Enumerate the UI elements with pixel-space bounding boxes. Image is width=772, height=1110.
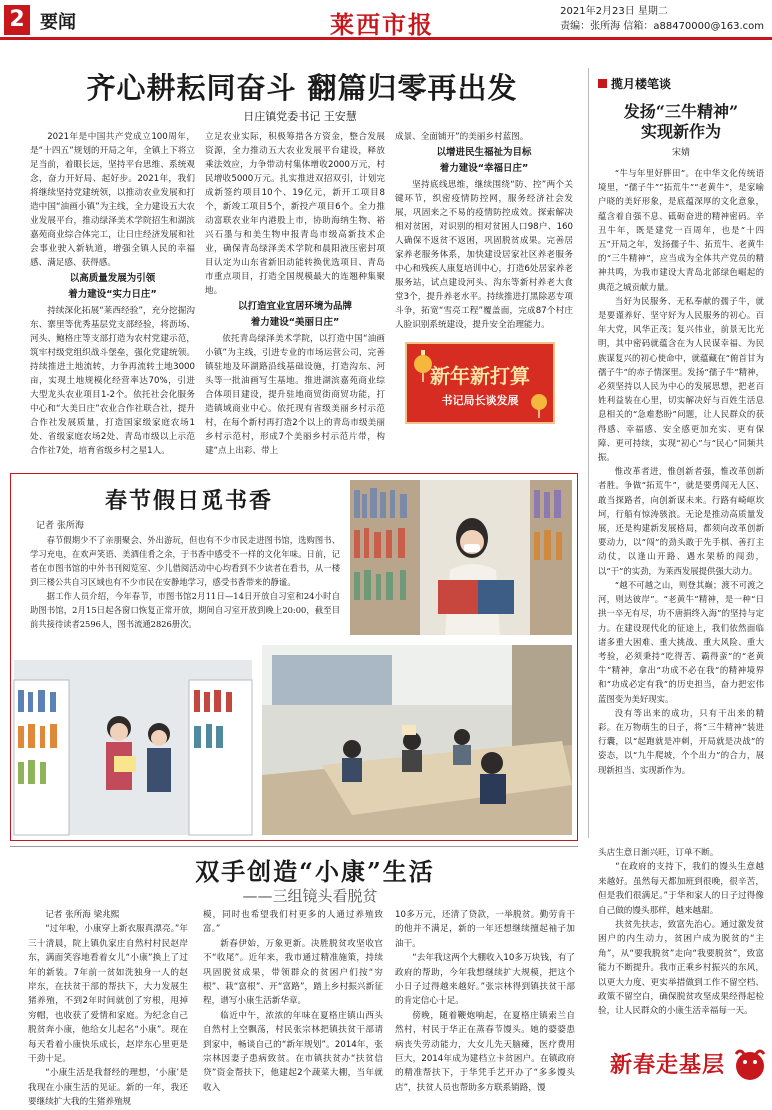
lead-subhead: 着力建设“幸福日庄” bbox=[439, 163, 529, 174]
square-icon bbox=[598, 79, 607, 88]
library-byline: 记者 张所海 bbox=[36, 521, 84, 531]
lead-paragraph: 立足农业实际，积极筹措各方资金，整合发展资源，全力推动五大农业发展平台建设，释放乘法效应，力争带动村集体增收2000万元，村民增收5000万元。扎实推进双招双引，计划完成新签约项目10个、19亿元，新开工项目8个，新竣工项目5个，新投产项目6个。全力推动富联农业年内港股上市，协助海纳生物、裕兴石墨与和美生物申报青岛市级高新技术企业，确保青岛绿泽美术学院和晨阳液压密封项目认定为山东省新旧动能转换优选项目、青岛市重点项目，打造全国规模最大的连翘种集聚地。 bbox=[205, 132, 385, 296]
section-name: 要闻 bbox=[40, 12, 76, 33]
lead-column-2 bbox=[205, 130, 385, 463]
lead-paragraph: 2021年是中国共产党成立100周年，是“十四五”规划的开局之年，全镇上下将立足当前，着眼长远，坚持平台思维、系统观念，奋力开好局、起好步。2021年，我们将继续坚持党建统领，以推动农业发展和打造中国“油画小镇”为主线，全力建设五大农业发展平台，推动绿泽美术学院招生和湖滨嘉苑商业综合体完工，让日庄经济发展和社会事业驶入新轨道，增强全镇人民的幸福感、满足感、获得感。 bbox=[30, 132, 195, 268]
commentary-paragraph: 当好为民服务、无私奉献的孺子牛，就是要谨养好、坚守好为人民服务的初心。百年大党，风华正茂；复兴伟业，前景无比光明，其中密码就蕴含在为人民谋幸福、为民族谋复兴的初心使命中，就蕴藏在“俯首甘为孺子牛”的赤子情深里。发扬“孺子牛”精神，必须坚持以人民为中心的发展思想，把老百姓利益装在心里，切实解决好与百姓生活息息相关的“急难愁盼”问题，让人民群众的获得感、幸福感、安全感更加充实、更有保障、更可持续，实现“初心”与“民心”同频共振。 bbox=[598, 295, 764, 463]
dateline bbox=[560, 4, 764, 34]
commentary-paragraph: “越不可越之山，则登其巅；渡不可渡之河，则达彼岸”。“老黄牛”精神，是一种“日拱一卒无有尽，功不唐捐终入海”的坚持与定力。在建设现代化的征途上，我们依然面临诸多重大困难、重大挑战、重大风险、重大考验，必须秉持“吃得苦、霸得蛮”的“老黄牛”精神，拿出“功成不必在我”的精神境界和“功成必定有我”的历史担当，奋力把宏伟蓝图变为美好现实。 bbox=[598, 579, 764, 704]
section-divider bbox=[10, 846, 578, 847]
lead-byline: 日庄镇党委书记 王安慧 bbox=[243, 110, 357, 123]
bottom-headline: 双手创造“小康”生活 bbox=[195, 857, 435, 886]
bottom-paragraph: 临近中午，浓浓的年味在夏格庄镇山西头自然村上空飘荡，村民张宗林把镇扶贫干部请到家中，畅谈自己的“新年规划”。2014年，张宗林因妻子患病致贫。在市镇扶贫办“扶贫信贷”资金帮扶下，他建起2个蔬菜大棚，当年就收入 bbox=[203, 1010, 383, 1093]
lead-column-1 bbox=[30, 130, 195, 463]
bottom-paragraph: “在政府的支持下，我们的馒头生意越来越好。虽然每天都加班到很晚，很辛苦，但是我们很满足。”于华和家人的日子过得像自己做的馒头那样，越来越甜。 bbox=[598, 862, 764, 916]
lead-paragraph: 坚持底线思维，继续围绕“防、控”两个关键环节，织密疫情防控网，服务经济社会发展，巩固来之不易的疫情防控成效。探索解决相对贫困，对识别的相对贫困人口98户、160人确保不返贫不返困，巩固脱贫成果。完善居家养老服务体系，加快建设居家社区养老服务中心和残疾人康复培训中心，打造6处居家养老服务站，试点建设河头、沟东等新村养老大食堂3个，提升养老水平。持续推进打黑除恶专项斗争，拓宽“雪亮工程”覆盖面，完成87个村庄人脸识别系统建设，提升安全治理能力。 bbox=[395, 180, 573, 330]
library-photo-study-room bbox=[262, 645, 572, 835]
bottom-paragraph: “去年我这两个大棚收入10多万块钱，有了政府的帮助，今年我想继续扩大规模，把这个小日子过得越来越好。”张宗林得到镇扶贫干部的肯定信心十足。 bbox=[395, 953, 575, 1007]
children-reading-illustration bbox=[14, 660, 252, 835]
lead-subhead: 以增进民生福祉为目标 bbox=[436, 147, 532, 158]
lead-paragraph: 持续深化拓展“莱西经验”，充分挖掘沟东、寨里等优秀基层党支部经验，将沥场、河头、鲍格庄等支部打造为农村党建示范，筑牢村级党组织战斗堡垒，强化党建统领。持续推进土地流转，力争再流转土地3000亩，实现土地规模化经营率达70%，引进大型龙头农业项目1-2个。依托社会化服务中心和“大美日庄”农业合作社联合社，提升合作社发展质量，打造国家级家庭农场1处、省级家庭农场2处、青岛市级以上示范合作社7处，培育省级乡村之星1人。 bbox=[30, 306, 195, 456]
lead-subhead: 以高质量发展为引领 bbox=[69, 273, 156, 284]
issue-date: 2021年2月23日 星期二 bbox=[560, 6, 668, 17]
page-number: 2 bbox=[4, 5, 30, 35]
commentary-paragraph: 惟改革者进，惟创新者强，惟改革创新者胜。争做“拓荒牛”，就是要勇闯无人区、敢当探路者，向创新谋未来。行路有崎岖坎坷，行船有惊涛骇浪。无论是推动高质量发展，还是构建新发展格局，都须向改革创新要动力，以“闯”的劲头敢于先手棋、善打主动仗，以逢山开路、遇水架桥的闯劲，以“干”的实劲，为莱西发展提供强大动力。 bbox=[598, 466, 764, 576]
bottom-subheadline: ——三组镜头看脱贫 bbox=[242, 887, 378, 905]
commentary-headline-line: 发扬“三牛精神” bbox=[623, 102, 739, 121]
study-room-illustration bbox=[262, 645, 572, 835]
bottom-column-2 bbox=[203, 908, 383, 1100]
lead-subhead: 以打造宜业宜居环境为品牌 bbox=[237, 301, 352, 312]
new-year-plan-badge bbox=[405, 342, 555, 424]
commentary-paragraph: 没有等出来的成功，只有干出来的精彩。在万物萌生的日子，将“三牛精神”装进行囊，以“起跑就是冲刺，开局就是决战”的姿态，以“九牛爬坡，个个出力”的合力，展现新担当、实现新作为。 bbox=[598, 707, 764, 775]
commentary-author: 宋婧 bbox=[671, 148, 690, 158]
library-body bbox=[30, 533, 340, 651]
bottom-column-4 bbox=[598, 846, 764, 1036]
bottom-paragraph: 模，同时也希望我们村更多的人通过养殖致富。” bbox=[203, 910, 383, 935]
new-year-plan-title: 新年新打算 bbox=[430, 364, 530, 388]
library-photo-children bbox=[14, 660, 252, 835]
bottom-paragraph: “小康生活是我督经的理想，‘小康’是我现在小康生活的见证。新的一年，我还要继续扩大我的生猪养殖规 bbox=[28, 1068, 188, 1108]
commentary-headline-line: 实现新作为 bbox=[640, 122, 721, 141]
bottom-paragraph: 10多万元，还清了贷款，一举脱贫。勤劳肯干的他并不满足，新的一年还想继续擅起袖子加油干。 bbox=[395, 910, 575, 949]
lead-subhead: 着力建设“美丽日庄” bbox=[250, 317, 340, 328]
bottom-column-1 bbox=[28, 908, 188, 1108]
library-paragraph: 春节假期少不了亲朋聚会、外出游玩，但也有不少市民走进图书馆，选购图书、学习充电，在欢声笑语、美酒佳肴之余，于书香中感受不一样的文化年味。日前，记者在市图书馆的中外书刊阅览室、少儿借阅活动中心均看到不少读者在看书，从一楼到三楼公共自习区域也有不少市民在安静地学习，感受书香带来的静谧。 bbox=[30, 535, 340, 587]
library-paragraph: 据工作人员介绍，今年春节，市图书馆2月11日—14日开放自习室和24小时自助图书馆，2月15日起各窗口恢复正常开放，期间自习室开放到晚上20:00，截至目前共接待读者2596人，图书流通2826册次。 bbox=[30, 591, 340, 629]
masthead bbox=[0, 0, 772, 40]
bottom-paragraph: 扶贫先扶志，致富先治心。通过激发贫困户的内生动力，贫困户成为脱贫的“主角”，从“要我脱贫”走向“我要脱贫”，致富能力不断提升。我市正乘乡村振兴的东风，以更大力度、更实举措做到工作不留空档、政策不留空白，确保脱贫攻坚成果经得起检验，让人民群众的小康生活幸福每一天。 bbox=[598, 920, 764, 1017]
lead-paragraph: 依托青岛绿泽美术学院，以打造中国“油画小镇”为主线，引进专业的市场运营公司，完善镇驻地及环湖路沿线基础设施，打造沟东、河头等一批油画写生基地。推进湖滨嘉苑商业综合体项目建设，提升驻地商贸街商贸功能，打造镇域商业中心。依托现有省级美丽乡村示范村，在每个新村再打造2个以上的青岛市级美丽乡村示范村，形成7个美丽乡村示范片带，构建“点上出彩、带上 bbox=[205, 334, 385, 456]
commentary-kicker-label: 揽月楼笔谈 bbox=[611, 77, 672, 91]
lead-headline: 齐心耕耘同奋斗 翻篇归零再出发 bbox=[86, 71, 518, 105]
column-badge-label: 新春走基层 bbox=[610, 1052, 726, 1078]
library-headline: 春节假日觅书香 bbox=[105, 488, 274, 514]
lead-column-3 bbox=[395, 130, 573, 342]
commentary-headline bbox=[596, 102, 766, 142]
commentary-paragraph: “牛与年里好胖田”。在中华文化传统语境里，“孺子牛”“拓荒牛”“老黄牛”，是家喻户晓的美好形象，是底蕴深厚的文化意象，蕴含着自强不息、砥砺奋进的精神密码。辛丑牛年，既是建党一百周年，也是“十四五”开局之年，发扬孺子牛、拓荒牛、老黄牛的“三牛精神”，应当成为全体共产党员的精神共鸣，为我市建设大青岛北部绿色崛起的典范之城贡献力量。 bbox=[598, 168, 764, 292]
bottom-paragraph: 傍晚，随着鞭炮响起，在夏格庄镇索兰自然村，村民于华正在蒸春节馒头。她的婆婆患病丧失劳动能力，大女儿先天脑瘫，医疗费用巨大，2014年成为建档立卡贫困户。在镇政府的精准帮扶下，于华凭手艺开办了“多多馒头店”，扶贫人员也帮助多方联系销路，馒 bbox=[395, 1010, 575, 1093]
editor-info: 责编：张所海 信箱：a88470000@163.com bbox=[560, 21, 764, 32]
reader-photo-illustration bbox=[350, 480, 572, 635]
bottom-paragraph: 头店生意日渐兴旺，订单不断。 bbox=[598, 848, 719, 858]
bottom-byline: 记者 张所海 梁兆熙 bbox=[45, 910, 120, 920]
bottom-paragraph: 新春伊始，万象更新。决胜脱贫攻坚收官不“收尾”。近年来，我市通过精准施策，持续巩固脱贫成果，带领群众的贫困户们按“穷根”、栽“富根”、开“富路”，踏上乡村振兴新征程，谱写小康生活新华章。 bbox=[203, 938, 383, 1007]
lead-paragraph: 成景、全面铺开”的美丽乡村蓝图。 bbox=[395, 132, 529, 142]
commentary-kicker bbox=[598, 75, 671, 92]
column-divider bbox=[588, 68, 589, 838]
bottom-paragraph: “过年啦，小康穿上新衣服真漂亮。”年三十清晨，院上镇仇家庄自然村村民赵岸东，满面笑容地看着女儿“小康”换上了过年的新装。7年前一贫如洗独身一人的赵岸东，在扶贫干部的帮扶下，大力发展生猪养殖，不到2年时间就创了穷根，甩掉穷帽，也收获了爱情和家庭。为纪念自己脱贫奔小康，他给女儿起名“小康”。现在每天看着小康快乐成长，赵岸东心里更是干劲十足。 bbox=[28, 924, 188, 1065]
column-badge bbox=[600, 1040, 766, 1090]
commentary-body bbox=[598, 166, 764, 831]
library-photo-reader bbox=[350, 480, 572, 635]
newspaper-name: 莱西市报 bbox=[330, 10, 434, 39]
bottom-column-3 bbox=[395, 908, 575, 1100]
lead-subhead: 着力建设“实力日庄” bbox=[68, 289, 157, 300]
new-year-plan-subtitle: 书记局长谈发展 bbox=[441, 394, 519, 407]
